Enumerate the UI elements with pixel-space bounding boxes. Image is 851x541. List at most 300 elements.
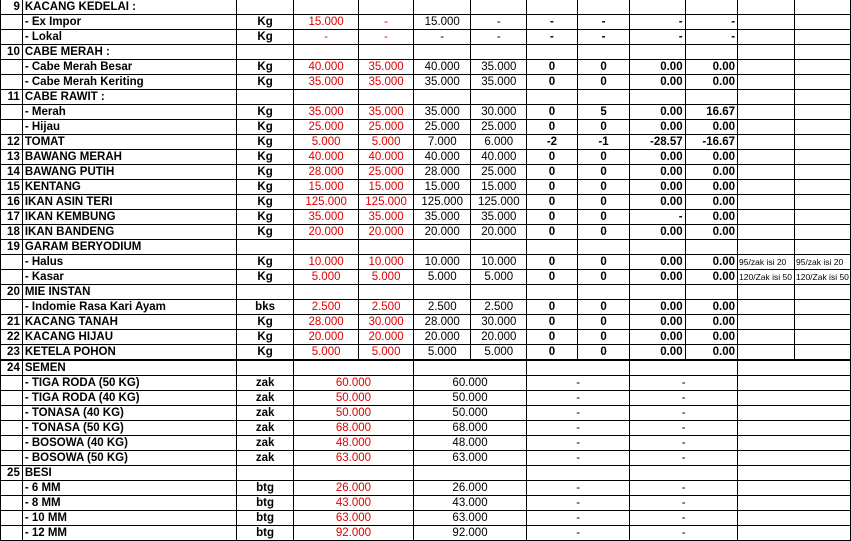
price-cell[interactable]: 15.000 <box>413 180 471 195</box>
percent-cell[interactable]: 0.00 <box>685 315 737 330</box>
note-cell[interactable] <box>794 135 850 150</box>
note-cell[interactable] <box>738 285 795 300</box>
row-number-cell[interactable] <box>1 406 23 421</box>
percent-cell[interactable]: - <box>630 406 738 421</box>
note-cell[interactable] <box>738 75 795 90</box>
note-cell[interactable]: 120/Zak isi 50 <box>794 270 850 285</box>
price-cell[interactable]: 125.000 <box>413 195 471 210</box>
unit-cell[interactable]: Kg <box>237 255 294 270</box>
commodity-name-cell[interactable]: KACANG TANAH <box>22 315 236 330</box>
change-cell[interactable]: - <box>527 451 630 466</box>
commodity-name-cell[interactable]: - Halus <box>22 255 236 270</box>
note-cell[interactable] <box>794 0 850 15</box>
note-cell[interactable] <box>738 105 795 120</box>
price-cell[interactable] <box>413 240 471 255</box>
price-cell[interactable]: 15.000 <box>471 180 527 195</box>
percent-cell[interactable] <box>685 285 737 300</box>
change-cell[interactable]: 0 <box>527 225 578 240</box>
commodity-name-cell[interactable]: - 12 MM <box>22 526 236 541</box>
note-cell[interactable] <box>794 240 850 255</box>
price-cell[interactable]: - <box>413 30 471 45</box>
percent-cell[interactable] <box>630 466 738 481</box>
note-cell[interactable] <box>738 45 795 60</box>
price-cell[interactable]: 2.500 <box>471 300 527 315</box>
row-number-cell[interactable] <box>1 391 23 406</box>
price-cell[interactable]: 20.000 <box>293 225 358 240</box>
row-number-cell[interactable]: 17 <box>1 210 23 225</box>
percent-cell[interactable]: - <box>630 481 738 496</box>
note-cell[interactable] <box>738 30 795 45</box>
price-cell[interactable]: 20.000 <box>359 330 414 345</box>
price-cell[interactable]: 15.000 <box>293 15 358 30</box>
commodity-name-cell[interactable]: IKAN KEMBUNG <box>22 210 236 225</box>
change-cell[interactable] <box>527 285 578 300</box>
commodity-name-cell[interactable]: - Indomie Rasa Kari Ayam <box>22 300 236 315</box>
unit-cell[interactable]: Kg <box>237 225 294 240</box>
price-cell[interactable] <box>471 0 527 15</box>
note-cell[interactable] <box>738 300 795 315</box>
commodity-name-cell[interactable]: GARAM BERYODIUM <box>22 240 236 255</box>
price-cell[interactable]: - <box>359 15 414 30</box>
price-cell[interactable] <box>359 90 414 105</box>
row-number-cell[interactable] <box>1 376 23 391</box>
unit-cell[interactable]: btg <box>237 511 294 526</box>
percent-cell[interactable]: 0.00 <box>630 120 685 135</box>
row-number-cell[interactable]: 19 <box>1 240 23 255</box>
note-cell[interactable] <box>738 496 851 511</box>
row-number-cell[interactable]: 15 <box>1 180 23 195</box>
percent-cell[interactable]: 0.00 <box>685 210 737 225</box>
percent-cell[interactable] <box>630 240 685 255</box>
price-cell[interactable]: 10.000 <box>471 255 527 270</box>
change-cell[interactable]: 0 <box>577 330 630 345</box>
price-cell[interactable]: 60.000 <box>293 376 413 391</box>
price-cell[interactable]: 20.000 <box>359 225 414 240</box>
percent-cell[interactable] <box>685 90 737 105</box>
commodity-name-cell[interactable]: - Hijau <box>22 120 236 135</box>
change-cell[interactable]: - <box>527 526 630 541</box>
price-cell[interactable]: 5.000 <box>359 270 414 285</box>
unit-cell[interactable]: zak <box>237 406 294 421</box>
price-cell[interactable] <box>293 360 413 376</box>
note-cell[interactable] <box>794 120 850 135</box>
change-cell[interactable]: 0 <box>577 345 630 361</box>
price-cell[interactable]: - <box>471 30 527 45</box>
percent-cell[interactable] <box>630 45 685 60</box>
price-cell[interactable]: 30.000 <box>471 315 527 330</box>
change-cell[interactable]: 0 <box>527 150 578 165</box>
note-cell[interactable] <box>738 511 851 526</box>
change-cell[interactable]: 0 <box>577 195 630 210</box>
price-cell[interactable]: 7.000 <box>413 135 471 150</box>
price-cell[interactable]: - <box>359 30 414 45</box>
change-cell[interactable]: 0 <box>527 60 578 75</box>
commodity-name-cell[interactable]: - 6 MM <box>22 481 236 496</box>
price-cell[interactable] <box>359 240 414 255</box>
price-cell[interactable]: 40.000 <box>359 150 414 165</box>
unit-cell[interactable]: bks <box>237 300 294 315</box>
change-cell[interactable]: 0 <box>527 165 578 180</box>
change-cell[interactable]: 0 <box>577 180 630 195</box>
percent-cell[interactable] <box>630 360 738 376</box>
change-cell[interactable]: - <box>527 436 630 451</box>
price-cell[interactable]: 20.000 <box>293 330 358 345</box>
note-cell[interactable] <box>738 90 795 105</box>
percent-cell[interactable]: - <box>630 15 685 30</box>
commodity-name-cell[interactable]: KACANG KEDELAI : <box>22 0 236 15</box>
change-cell[interactable]: 0 <box>527 120 578 135</box>
note-cell[interactable] <box>794 45 850 60</box>
commodity-name-cell[interactable]: - Kasar <box>22 270 236 285</box>
price-cell[interactable]: 35.000 <box>471 75 527 90</box>
price-cell[interactable]: 2.500 <box>359 300 414 315</box>
unit-cell[interactable]: zak <box>237 436 294 451</box>
unit-cell[interactable]: Kg <box>237 330 294 345</box>
change-cell[interactable]: 0 <box>527 345 578 361</box>
percent-cell[interactable]: - <box>630 30 685 45</box>
percent-cell[interactable]: 0.00 <box>630 345 685 361</box>
note-cell[interactable] <box>738 466 851 481</box>
row-number-cell[interactable]: 14 <box>1 165 23 180</box>
note-cell[interactable] <box>738 436 851 451</box>
price-cell[interactable]: 6.000 <box>471 135 527 150</box>
row-number-cell[interactable]: 9 <box>1 0 23 15</box>
row-number-cell[interactable] <box>1 120 23 135</box>
price-cell[interactable]: 92.000 <box>413 526 526 541</box>
change-cell[interactable] <box>527 240 578 255</box>
change-cell[interactable]: 0 <box>577 165 630 180</box>
change-cell[interactable]: - <box>527 481 630 496</box>
note-cell[interactable] <box>794 30 850 45</box>
price-cell[interactable] <box>293 90 358 105</box>
row-number-cell[interactable]: 22 <box>1 330 23 345</box>
note-cell[interactable] <box>738 15 795 30</box>
row-number-cell[interactable]: 23 <box>1 345 23 361</box>
price-cell[interactable]: 5.000 <box>471 345 527 361</box>
commodity-name-cell[interactable]: IKAN BANDENG <box>22 225 236 240</box>
unit-cell[interactable]: Kg <box>237 60 294 75</box>
unit-cell[interactable]: Kg <box>237 120 294 135</box>
note-cell[interactable] <box>794 300 850 315</box>
unit-cell[interactable]: Kg <box>237 15 294 30</box>
price-cell[interactable] <box>293 240 358 255</box>
commodity-name-cell[interactable]: KACANG HIJAU <box>22 330 236 345</box>
price-cell[interactable]: 5.000 <box>293 270 358 285</box>
change-cell[interactable]: -2 <box>527 135 578 150</box>
percent-cell[interactable]: 0.00 <box>685 225 737 240</box>
row-number-cell[interactable]: 20 <box>1 285 23 300</box>
price-cell[interactable]: 10.000 <box>359 255 414 270</box>
unit-cell[interactable] <box>237 360 294 376</box>
price-cell[interactable]: 25.000 <box>471 165 527 180</box>
percent-cell[interactable]: - <box>630 391 738 406</box>
price-cell[interactable]: 40.000 <box>413 60 471 75</box>
change-cell[interactable] <box>577 0 630 15</box>
change-cell[interactable] <box>527 0 578 15</box>
price-cell[interactable]: 5.000 <box>471 270 527 285</box>
unit-cell[interactable] <box>237 90 294 105</box>
price-cell[interactable] <box>413 360 526 376</box>
price-cell[interactable] <box>471 240 527 255</box>
price-cell[interactable] <box>471 45 527 60</box>
price-cell[interactable] <box>293 45 358 60</box>
note-cell[interactable] <box>794 315 850 330</box>
note-cell[interactable] <box>738 210 795 225</box>
row-number-cell[interactable]: 18 <box>1 225 23 240</box>
percent-cell[interactable]: 0.00 <box>685 195 737 210</box>
unit-cell[interactable]: zak <box>237 451 294 466</box>
price-cell[interactable]: 63.000 <box>413 451 526 466</box>
change-cell[interactable]: - <box>527 376 630 391</box>
row-number-cell[interactable] <box>1 270 23 285</box>
change-cell[interactable]: 5 <box>577 105 630 120</box>
percent-cell[interactable]: 0.00 <box>630 165 685 180</box>
percent-cell[interactable]: 16.67 <box>685 105 737 120</box>
note-cell[interactable] <box>738 330 795 345</box>
change-cell[interactable]: 0 <box>577 300 630 315</box>
note-cell[interactable] <box>738 225 795 240</box>
unit-cell[interactable]: Kg <box>237 30 294 45</box>
unit-cell[interactable]: btg <box>237 526 294 541</box>
price-cell[interactable] <box>359 0 414 15</box>
change-cell[interactable]: 0 <box>577 120 630 135</box>
price-cell[interactable]: 5.000 <box>293 345 358 361</box>
change-cell[interactable]: 0 <box>527 300 578 315</box>
commodity-name-cell[interactable]: - Merah <box>22 105 236 120</box>
percent-cell[interactable]: 0.00 <box>685 165 737 180</box>
unit-cell[interactable]: zak <box>237 421 294 436</box>
unit-cell[interactable] <box>237 0 294 15</box>
price-cell[interactable]: 125.000 <box>293 195 358 210</box>
change-cell[interactable]: 0 <box>577 210 630 225</box>
change-cell[interactable]: 0 <box>527 270 578 285</box>
percent-cell[interactable]: - <box>685 15 737 30</box>
row-number-cell[interactable]: 25 <box>1 466 23 481</box>
note-cell[interactable] <box>738 165 795 180</box>
change-cell[interactable]: 0 <box>577 315 630 330</box>
commodity-name-cell[interactable]: KENTANG <box>22 180 236 195</box>
commodity-name-cell[interactable]: - TIGA RODA (50 KG) <box>22 376 236 391</box>
row-number-cell[interactable] <box>1 30 23 45</box>
price-cell[interactable]: 35.000 <box>359 60 414 75</box>
percent-cell[interactable]: - <box>630 451 738 466</box>
commodity-name-cell[interactable]: - BOSOWA (40 KG) <box>22 436 236 451</box>
row-number-cell[interactable] <box>1 451 23 466</box>
change-cell[interactable] <box>527 466 630 481</box>
percent-cell[interactable]: 0.00 <box>630 315 685 330</box>
price-cell[interactable]: 20.000 <box>471 225 527 240</box>
note-cell[interactable] <box>738 391 851 406</box>
price-cell[interactable]: 35.000 <box>359 210 414 225</box>
row-number-cell[interactable]: 10 <box>1 45 23 60</box>
price-cell[interactable]: 28.000 <box>413 165 471 180</box>
row-number-cell[interactable] <box>1 300 23 315</box>
row-number-cell[interactable] <box>1 421 23 436</box>
price-cell[interactable]: - <box>471 15 527 30</box>
note-cell[interactable] <box>794 210 850 225</box>
price-cell[interactable] <box>413 90 471 105</box>
price-cell[interactable]: 68.000 <box>413 421 526 436</box>
price-cell[interactable]: 48.000 <box>413 436 526 451</box>
change-cell[interactable]: 0 <box>577 225 630 240</box>
change-cell[interactable] <box>577 240 630 255</box>
price-cell[interactable]: 25.000 <box>413 120 471 135</box>
price-cell[interactable] <box>471 90 527 105</box>
change-cell[interactable] <box>577 45 630 60</box>
unit-cell[interactable]: Kg <box>237 75 294 90</box>
change-cell[interactable]: 0 <box>527 105 578 120</box>
change-cell[interactable]: 0 <box>527 315 578 330</box>
unit-cell[interactable]: zak <box>237 391 294 406</box>
price-cell[interactable]: 30.000 <box>359 315 414 330</box>
commodity-name-cell[interactable]: - TIGA RODA (40 KG) <box>22 391 236 406</box>
price-cell[interactable]: 25.000 <box>471 120 527 135</box>
commodity-name-cell[interactable]: BAWANG PUTIH <box>22 165 236 180</box>
note-cell[interactable] <box>738 180 795 195</box>
unit-cell[interactable]: Kg <box>237 165 294 180</box>
price-cell[interactable]: 48.000 <box>293 436 413 451</box>
percent-cell[interactable]: 0.00 <box>630 255 685 270</box>
price-cell[interactable]: 40.000 <box>413 150 471 165</box>
price-cell[interactable]: 50.000 <box>293 391 413 406</box>
price-cell[interactable]: 25.000 <box>293 120 358 135</box>
price-cell[interactable] <box>359 45 414 60</box>
change-cell[interactable]: 0 <box>527 75 578 90</box>
unit-cell[interactable] <box>237 285 294 300</box>
percent-cell[interactable]: 0.00 <box>685 300 737 315</box>
price-cell[interactable]: 50.000 <box>413 391 526 406</box>
price-cell[interactable] <box>293 285 358 300</box>
unit-cell[interactable] <box>237 45 294 60</box>
price-cell[interactable]: 5.000 <box>293 135 358 150</box>
percent-cell[interactable]: 0.00 <box>685 255 737 270</box>
note-cell[interactable]: 95/zak isi 20 <box>794 255 850 270</box>
note-cell[interactable] <box>794 285 850 300</box>
price-cell[interactable]: 5.000 <box>359 345 414 361</box>
percent-cell[interactable]: - <box>630 210 685 225</box>
percent-cell[interactable]: - <box>685 30 737 45</box>
commodity-name-cell[interactable]: - Ex Impor <box>22 15 236 30</box>
price-cell[interactable]: 20.000 <box>413 330 471 345</box>
price-cell[interactable]: 50.000 <box>293 406 413 421</box>
change-cell[interactable]: - <box>527 511 630 526</box>
percent-cell[interactable]: 0.00 <box>630 60 685 75</box>
percent-cell[interactable] <box>685 45 737 60</box>
price-cell[interactable]: 10.000 <box>413 255 471 270</box>
percent-cell[interactable]: 0.00 <box>685 345 737 361</box>
price-cell[interactable] <box>413 285 471 300</box>
price-cell[interactable]: 40.000 <box>471 150 527 165</box>
row-number-cell[interactable] <box>1 255 23 270</box>
row-number-cell[interactable]: 21 <box>1 315 23 330</box>
note-cell[interactable] <box>738 135 795 150</box>
change-cell[interactable]: 0 <box>527 330 578 345</box>
percent-cell[interactable]: 0.00 <box>685 60 737 75</box>
change-cell[interactable]: -1 <box>577 135 630 150</box>
price-cell[interactable]: 5.000 <box>413 345 471 361</box>
unit-cell[interactable]: Kg <box>237 135 294 150</box>
row-number-cell[interactable] <box>1 105 23 120</box>
price-cell[interactable]: 63.000 <box>293 511 413 526</box>
price-cell[interactable]: 35.000 <box>413 210 471 225</box>
commodity-name-cell[interactable]: - TONASA (50 KG) <box>22 421 236 436</box>
change-cell[interactable]: - <box>527 30 578 45</box>
percent-cell[interactable] <box>630 0 685 15</box>
percent-cell[interactable]: - <box>630 436 738 451</box>
unit-cell[interactable]: Kg <box>237 270 294 285</box>
percent-cell[interactable]: 0.00 <box>630 270 685 285</box>
change-cell[interactable]: - <box>527 15 578 30</box>
price-cell[interactable]: 125.000 <box>471 195 527 210</box>
price-cell[interactable]: 35.000 <box>359 75 414 90</box>
note-cell[interactable] <box>738 120 795 135</box>
note-cell[interactable] <box>738 360 851 376</box>
commodity-name-cell[interactable]: BAWANG MERAH <box>22 150 236 165</box>
price-cell[interactable] <box>471 285 527 300</box>
commodity-name-cell[interactable]: - BOSOWA (50 KG) <box>22 451 236 466</box>
change-cell[interactable]: 0 <box>577 270 630 285</box>
note-cell[interactable] <box>738 195 795 210</box>
change-cell[interactable] <box>577 285 630 300</box>
commodity-name-cell[interactable]: BESI <box>22 466 236 481</box>
note-cell[interactable] <box>794 60 850 75</box>
price-cell[interactable]: 26.000 <box>413 481 526 496</box>
note-cell[interactable] <box>738 315 795 330</box>
price-cell[interactable]: - <box>293 30 358 45</box>
percent-cell[interactable]: - <box>630 496 738 511</box>
percent-cell[interactable]: 0.00 <box>630 300 685 315</box>
price-cell[interactable]: 63.000 <box>413 511 526 526</box>
unit-cell[interactable]: Kg <box>237 150 294 165</box>
note-cell[interactable] <box>738 451 851 466</box>
note-cell[interactable] <box>794 195 850 210</box>
note-cell[interactable] <box>738 376 851 391</box>
commodity-name-cell[interactable]: KETELA POHON <box>22 345 236 361</box>
price-cell[interactable]: 25.000 <box>359 165 414 180</box>
unit-cell[interactable]: Kg <box>237 210 294 225</box>
percent-cell[interactable]: 0.00 <box>630 75 685 90</box>
price-cell[interactable]: 15.000 <box>359 180 414 195</box>
percent-cell[interactable]: 0.00 <box>685 120 737 135</box>
commodity-name-cell[interactable]: TOMAT <box>22 135 236 150</box>
row-number-cell[interactable] <box>1 511 23 526</box>
price-cell[interactable]: 68.000 <box>293 421 413 436</box>
row-number-cell[interactable] <box>1 496 23 511</box>
percent-cell[interactable]: 0.00 <box>685 75 737 90</box>
change-cell[interactable]: 0 <box>577 255 630 270</box>
row-number-cell[interactable]: 16 <box>1 195 23 210</box>
percent-cell[interactable]: 0.00 <box>630 105 685 120</box>
note-cell[interactable] <box>738 526 851 541</box>
note-cell[interactable] <box>794 180 850 195</box>
percent-cell[interactable]: 0.00 <box>630 180 685 195</box>
price-cell[interactable] <box>359 285 414 300</box>
percent-cell[interactable]: 0.00 <box>685 270 737 285</box>
price-cell[interactable]: 15.000 <box>413 15 471 30</box>
price-cell[interactable]: 25.000 <box>359 120 414 135</box>
row-number-cell[interactable]: 11 <box>1 90 23 105</box>
note-cell[interactable] <box>738 481 851 496</box>
price-cell[interactable] <box>413 466 526 481</box>
price-cell[interactable]: 28.000 <box>413 315 471 330</box>
change-cell[interactable]: 0 <box>577 75 630 90</box>
price-cell[interactable]: 92.000 <box>293 526 413 541</box>
row-number-cell[interactable] <box>1 75 23 90</box>
change-cell[interactable]: 0 <box>527 255 578 270</box>
note-cell[interactable]: 95/zak isi 20 <box>738 255 795 270</box>
commodity-name-cell[interactable]: SEMEN <box>22 360 236 376</box>
percent-cell[interactable]: - <box>630 511 738 526</box>
